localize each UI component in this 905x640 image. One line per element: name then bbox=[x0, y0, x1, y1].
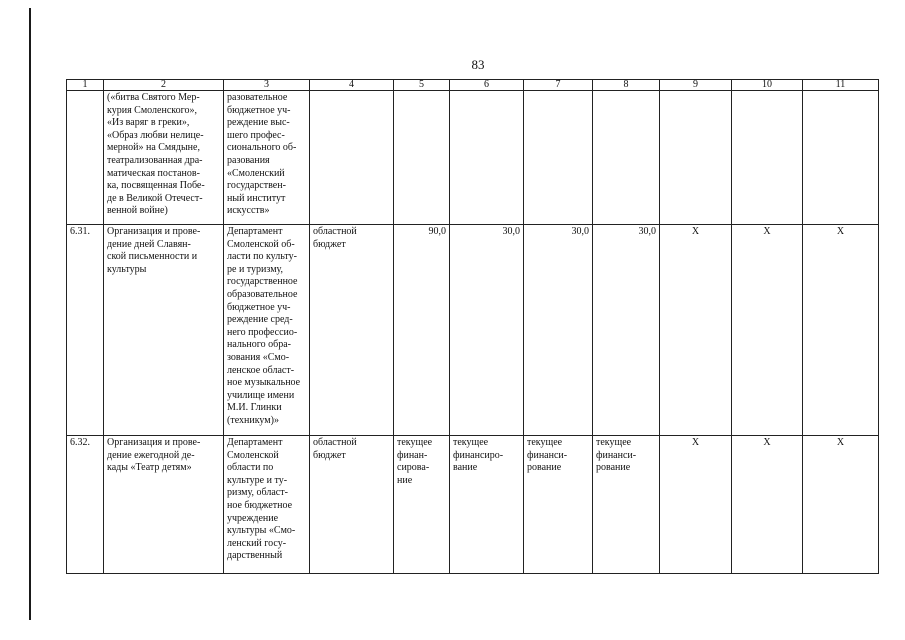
column-header: 11 bbox=[803, 80, 879, 91]
funding-source: областной бюджет bbox=[310, 436, 394, 574]
column-header: 4 bbox=[310, 80, 394, 91]
item-number bbox=[67, 91, 104, 225]
indicator-cell: Х bbox=[803, 436, 879, 574]
indicator-cell: Х bbox=[660, 436, 732, 574]
amount-year-2 bbox=[524, 91, 593, 225]
column-header: 6 bbox=[450, 80, 524, 91]
amount-year-3 bbox=[593, 91, 660, 225]
amount-year-2: текущее финанси- рование bbox=[524, 436, 593, 574]
column-header: 8 bbox=[593, 80, 660, 91]
program-table bbox=[66, 79, 879, 574]
column-header: 2 bbox=[104, 80, 224, 91]
indicator-cell bbox=[803, 91, 879, 225]
funding-source: областной бюджет bbox=[310, 225, 394, 436]
indicator-cell: Х bbox=[732, 436, 803, 574]
amount-total: 90,0 bbox=[394, 225, 450, 436]
amount-year-1 bbox=[450, 91, 524, 225]
column-header: 5 bbox=[394, 80, 450, 91]
table-row bbox=[67, 225, 879, 436]
column-header: 7 bbox=[524, 80, 593, 91]
amount-year-1: 30,0 bbox=[450, 225, 524, 436]
column-header: 9 bbox=[660, 80, 732, 91]
indicator-cell: Х bbox=[732, 225, 803, 436]
event-name: Организация и прове- дение ежегодной де- кады «Театр детям» bbox=[104, 436, 224, 574]
event-name: Организация и прове- дение дней Славян- ской письменности и культуры bbox=[104, 225, 224, 436]
amount-year-2: 30,0 bbox=[524, 225, 593, 436]
amount-year-1: текущее финансиро- вание bbox=[450, 436, 524, 574]
funding-source bbox=[310, 91, 394, 225]
amount-total bbox=[394, 91, 450, 225]
table-row bbox=[67, 436, 879, 574]
table-row bbox=[67, 91, 879, 225]
executor: Департамент Смоленской об- ласти по культу- ре и туризму, государственное образовательное бюджетное уч- реждение сред- него профессио- нального обра- зования «Смо- ленское област- ное музыкальное училище имени М.И. Глинки (техникум)» bbox=[224, 225, 310, 436]
amount-total: текущее финан- сирова- ние bbox=[394, 436, 450, 574]
indicator-cell: Х bbox=[660, 225, 732, 436]
amount-year-3: текущее финанси- рование bbox=[593, 436, 660, 574]
indicator-cell bbox=[660, 91, 732, 225]
column-header: 10 bbox=[732, 80, 803, 91]
indicator-cell: Х bbox=[803, 225, 879, 436]
page-number: 83 bbox=[471, 57, 485, 72]
column-header: 1 bbox=[67, 80, 104, 91]
amount-year-3: 30,0 bbox=[593, 225, 660, 436]
event-name: («битва Святого Мер- курия Смоленского», «Из варяг в греки», «Образ любви нелице- мерной» на Смядыне, театрализованная дра- матическая постанов- ка, посвященная Побе- де в Великой Отечест- венной войне) bbox=[104, 91, 224, 225]
executor: Департамент Смоленской области по культуре и ту- ризму, област- ное бюджетное учреждение культуры «Смо- ленский госу- дарственный bbox=[224, 436, 310, 574]
page-margin-line bbox=[29, 8, 31, 620]
item-number: 6.31. bbox=[67, 225, 104, 436]
item-number: 6.32. bbox=[67, 436, 104, 574]
executor: разовательное бюджетное уч- реждение выс- шего профес- сионального об- разования «Смоленский государствен- ный институт искусств» bbox=[224, 91, 310, 225]
indicator-cell bbox=[732, 91, 803, 225]
column-header: 3 bbox=[224, 80, 310, 91]
column-number-row bbox=[67, 80, 879, 91]
